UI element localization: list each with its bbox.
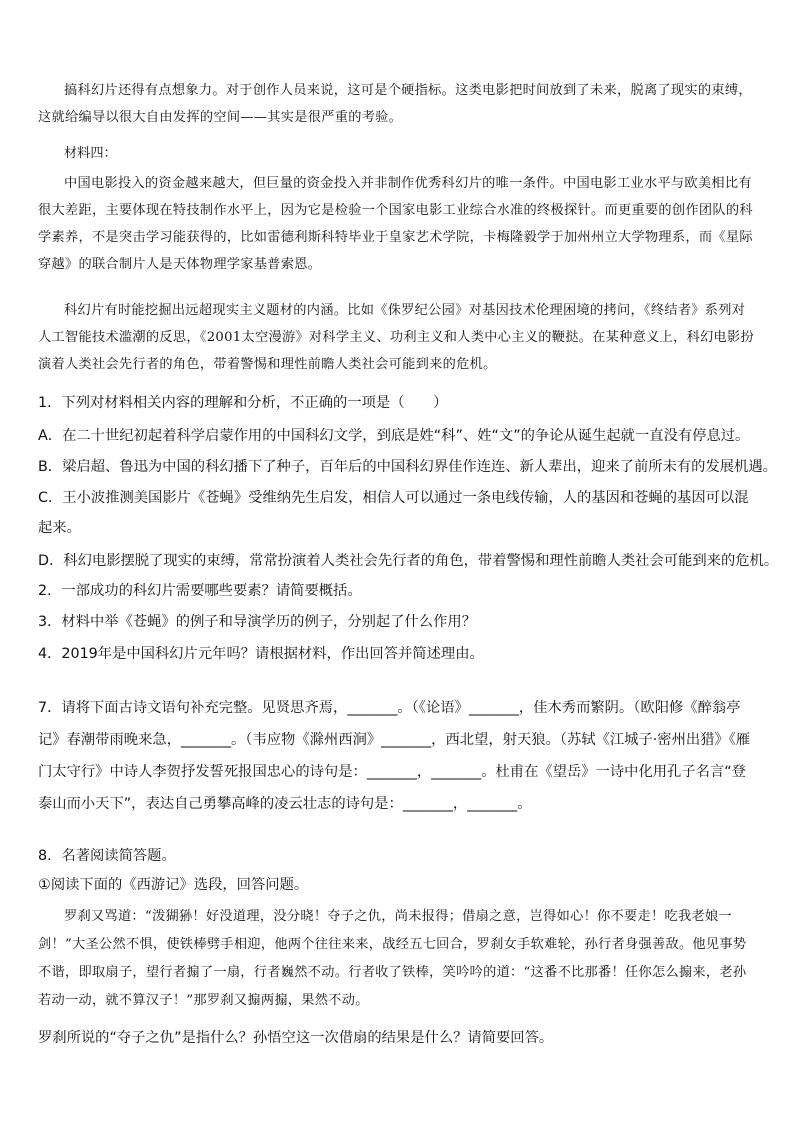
option-b: B．梁启超、鲁迅为中国的科幻播下了种子，百年后的中国科幻界佳作连连、新人辈出，迎来了前所未有的发展机遇。 [38,459,777,475]
question-2: 2．一部成功的科幻片需要哪些要素？请简要概括。 [38,583,362,599]
passage-paragraph-2: 中国电影投入的资金越来越大，但巨量的资金投入并非制作优秀科幻片的唯一条件。中国电影工业水平与欧美相比有很大差距，主要体现在特技制作水平上，因为它是检验一个国家电影工业综合水准的终极探针。而更重要的创作团队的科学素养，不是突击学习能获得的，比如雷德利斯科特毕业于皇家艺术学院，卡梅隆毅学于加州州立大学物理系，而《星际穿越》的联合制片人是天体物理学家基普索恩。 [38,176,753,272]
question-3: 3．材料中举《苍蝇》的例子和导演学历的例子，分别起了什么作用？ [38,614,476,630]
question-4: 4．2019年是中国科幻片元年吗？请根据材料，作出回答并简述理由。 [38,646,484,662]
option-c: C．王小波推测美国影片《苍蝇》受维纳先生启发，相信人可以通过一条电线传输，人的基因和苍蝇的基因可以混起来。 [38,490,749,536]
question-7: 7．请将下面古诗文语句补充完整。见贤思齐焉，_______。（《论语》_______，佳木秀而繁阴。（欧阳修《醉翁亭记》春潮带雨晚来急，_______。（韦应物《滁州西涧》_______，西北望，射天狼。（苏轼《江城子·密州出猎》《雁门太守行》中诗人李贺抒发誓死报国忠心的诗句是：_______，_______。杜甫在《望岳》一诗中化用孔子名言“登泰山而小天下”，表达自己勇攀高峰的凌云壮志的诗句是：_______，_______。 [38,700,751,812]
question-1: 1．下列对材料相关内容的理解和分析，不正确的一项是（ ） [38,395,448,411]
question-8-title: 8．名著阅读简答题。 [38,848,176,864]
xiyouji-excerpt: 罗刹又骂道：“泼猢狲！好没道理，没分晓！夺子之仇，尚未报得；借扇之意，岂得如心！你不要走！吃我老娘一剑！”大圣公然不惧，使铁棒劈手相迎，他两个往往来来，战经五七回合，罗刹女手软难轮，孙行者身强善敌。他见事势不谐，即取扇子，望行者搧了一扇，行者巍然不动。行者收了铁棒，笑吟吟的道：“这番不比那番！任你怎么搧来，老孙若动一动，就不算汉子！”那罗刹又搧两搧，果然不动。 [38,909,747,1008]
option-d: D．科幻电影摆脱了现实的束缚，常常扮演着人类社会先行者的角色，带着警惕和理性前瞻人类社会可能到来的危机。 [38,553,779,569]
material-4-label: 材料四： [64,146,117,161]
passage-paragraph-3: 科幻片有时能挖掘出远超现实主义题材的内涵。比如《侏罗纪公园》对基因技术伦理困境的拷问，《终结者》系列对人工智能技术滥潮的反思，《2001太空漫游》对科学主义、功利主义和人类中心主义的鞭挞。在某种意义上，科幻电影扮演着人类社会先行者的角色，带着警惕和理性前瞻人类社会可能到来的危机。 [38,303,755,372]
passage-paragraph-1: 搞科幻片还得有点想象力。对于创作人员来说，这可是个硬指标。这类电影把时间放到了未来，脱离了现实的束缚，这就给编导以很大自由发挥的空间——其实是很严重的考验。 [38,83,752,125]
question-8-sub-1: ①阅读下面的《西游记》选段，回答问题。 [38,877,309,893]
question-8-question: 罗刹所说的“夺子之仇”是指什么？孙悟空这一次借扇的结果是什么？请简要回答。 [38,1030,554,1046]
option-a: A．在二十世纪初起着科学启蒙作用的中国科幻文学，到底是姓“科”、姓“文”的争论从诞生起就一直没有停息过。 [38,428,750,444]
